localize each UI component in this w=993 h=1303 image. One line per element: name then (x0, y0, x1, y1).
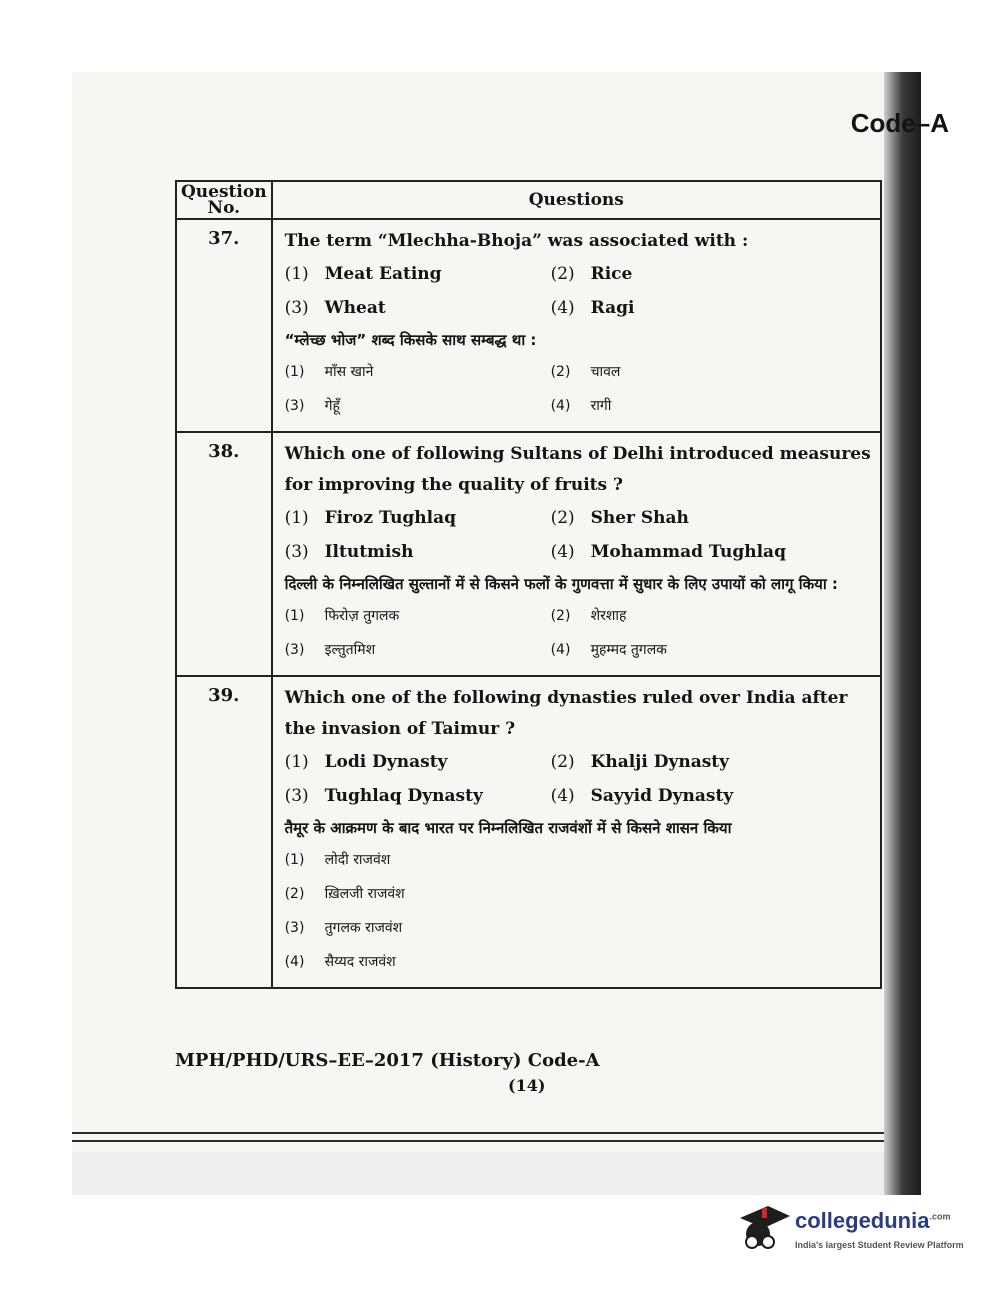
option-2: (2) Khalji Dynasty (550, 752, 730, 772)
option-3: (3) Iltutmish (284, 542, 414, 562)
question-number: 37. (176, 219, 272, 432)
paper-code: Code–A (850, 108, 949, 138)
scan-edge-shadow (884, 72, 921, 1195)
hindi-option-1: (1) माँस खाने (284, 364, 374, 380)
question-stem: Which one of following Sultans of Delhi introduced measures for improving the quality of fruits ? (284, 444, 871, 495)
hindi-option-4: (4) मुहम्मद तुगलक (550, 642, 667, 658)
option-2: (2) Sher Shah (550, 508, 689, 528)
hindi-stem: दिल्ली के निम्नलिखित सुल्तानों में से किसने फलों के गुणवत्ता में सुधार के लिए उपायों को लागू किया : (284, 575, 838, 593)
option-1: (1) Firoz Tughlaq (284, 508, 457, 528)
hindi-option-4: (4) सैय्यद राजवंश (284, 954, 396, 970)
option-4: (4) Ragi (550, 298, 635, 318)
logo-wordmark: collegedunia$^{.com}$ (795, 1208, 951, 1233)
hindi-option-1: (1) फिरोज़ तुगलक (284, 608, 400, 624)
hindi-option-3: (3) तुगलक राजवंश (284, 920, 403, 936)
question-table (175, 180, 882, 989)
hindi-option-2: (2) चावल (550, 364, 621, 380)
page-number: (14) (508, 1076, 546, 1095)
option-1: (1) Meat Eating (284, 264, 442, 284)
fold-line (72, 1140, 884, 1142)
option-3: (3) Tughlaq Dynasty (284, 786, 483, 806)
exam-footer: MPH/PHD/URS–EE–2017 (History) Code-A (175, 1050, 600, 1071)
question-stem: The term “Mlechha-Bhoja” was associated with : (284, 231, 749, 251)
column-header-questions: Questions (272, 181, 881, 219)
option-4: (4) Mohammad Tughlaq (550, 542, 786, 562)
option-4: (4) Sayyid Dynasty (550, 786, 734, 806)
hindi-option-3: (3) गेहूँ (284, 398, 340, 414)
hindi-option-2: (2) शेरशाह (550, 608, 627, 624)
hindi-option-1: (1) लोदी राजवंश (284, 852, 391, 868)
question-number: 38. (176, 432, 272, 676)
logo-tagline: India's largest Student Review Platform (795, 1240, 964, 1250)
question-number: 39. (176, 676, 272, 988)
hindi-stem: “म्लेच्छ भोज” शब्द किसके साथ सम्बद्ध था : (284, 331, 537, 349)
hindi-option-3: (3) इल्तुतमिश (284, 642, 376, 658)
question-row (176, 432, 881, 676)
hindi-option-4: (4) रागी (550, 398, 612, 414)
option-1: (1) Lodi Dynasty (284, 752, 448, 772)
hindi-option-2: (2) ख़िलजी राजवंश (284, 886, 405, 902)
question-row (176, 219, 881, 432)
question-row (176, 676, 881, 988)
column-header-question-no: Question No. (176, 181, 272, 219)
option-3: (3) Wheat (284, 298, 386, 318)
option-2: (2) Rice (550, 264, 633, 284)
hindi-stem: तैमूर के आक्रमण के बाद भारत पर निम्नलिखित राजवंशों में से किसने शासन किया (284, 819, 732, 837)
fold-line (72, 1132, 884, 1134)
question-stem: Which one of the following dynasties ruled over India after the invasion of Taimur ? (284, 688, 848, 739)
